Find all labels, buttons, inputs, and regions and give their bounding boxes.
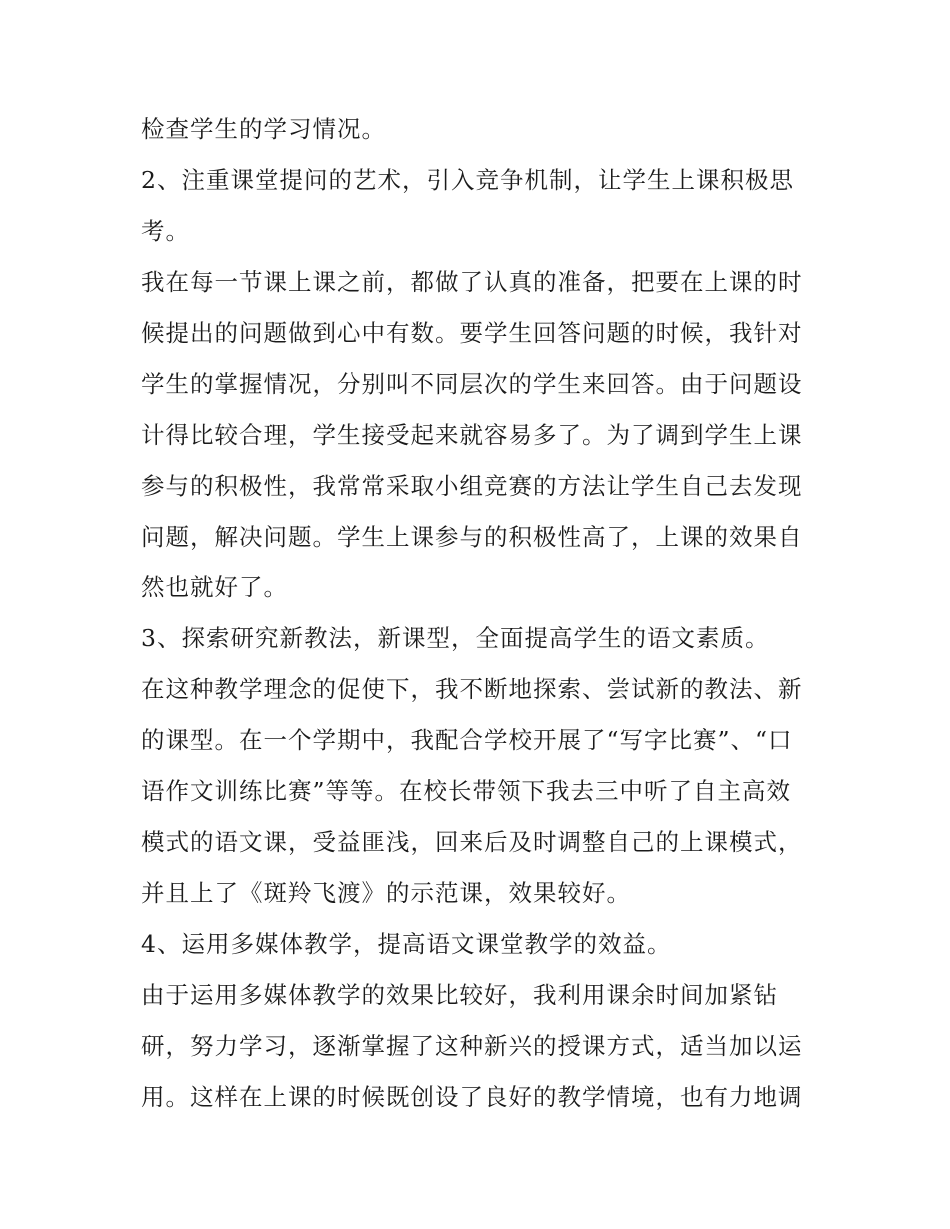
text-line: 计得比较合理，学生接受起来就容易多了。为了调到学生上课 <box>141 420 803 449</box>
section-heading-4: 4、运用多媒体教学，提高语文课堂教学的效益。 <box>141 930 672 958</box>
text-line: 在这种教学理念的促使下，我不断地探索、尝试新的教法、新 <box>141 675 803 704</box>
text-line: 语作文训练比赛”等等。在校长带领下我去三中听了自主高效 <box>141 777 792 806</box>
text-line: 问题，解决问题。学生上课参与的积极性高了，上课的效果自 <box>141 522 803 551</box>
text-line: 检查学生的学习情况。 <box>141 115 386 143</box>
text-line: 学生的掌握情况，分别叫不同层次的学生来回答。由于问题设 <box>141 369 803 398</box>
text-line: 由于运用多媒体教学的效果比较好，我利用课余时间加紧钻 <box>141 980 778 1009</box>
text-line: 考。 <box>141 216 190 245</box>
text-line: 模式的语文课，受益匪浅，回来后及时调整自己的上课模式， <box>141 828 803 857</box>
text-line: 并且上了《斑羚飞渡》的示范课，效果较好。 <box>141 879 631 908</box>
text-line: 用。这样在上课的时候既创设了良好的教学情境，也有力地调 <box>141 1082 803 1111</box>
text-line: 候提出的问题做到心中有数。要学生回答问题的时候，我针对 <box>141 318 803 347</box>
text-line: 研，努力学习，逐渐掌握了这种新兴的授课方式，适当加以运 <box>141 1031 803 1060</box>
section-heading-3: 3、探索研究新教法，新课型，全面提高学生的语文素质。 <box>141 624 770 653</box>
text-line: 参与的积极性，我常常采取小组竞赛的方法让学生自己去发现 <box>141 471 803 500</box>
section-heading-2: 2、注重课堂提问的艺术，引入竞争机制，让学生上课积极思 <box>141 165 794 194</box>
text-line: 我在每一节课上课之前，都做了认真的准备，把要在上课的时 <box>141 267 803 296</box>
document-body <box>141 104 821 1123</box>
text-line: 然也就好了。 <box>141 573 288 602</box>
text-line: 的课型。在一个学期中，我配合学校开展了“写字比赛”、“口 <box>141 726 793 755</box>
